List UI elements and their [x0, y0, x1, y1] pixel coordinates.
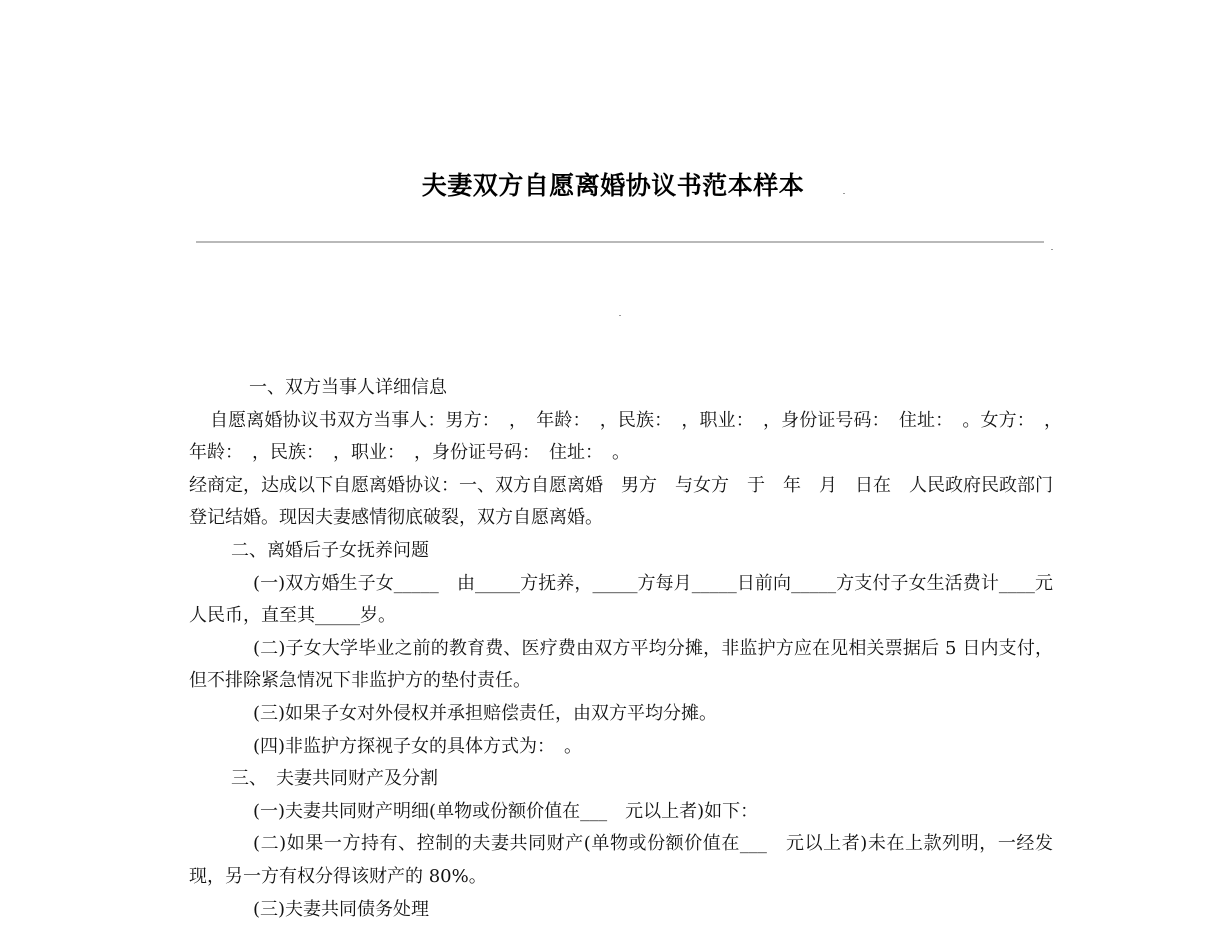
body-paragraph: (四)非监护方探视子女的具体方式为： 。 [189, 731, 1053, 764]
body-paragraph: 自愿离婚协议书双方当事人：男方： ， 年龄： ，民族： ，职业： ，身份证号码： 住址： 。女方： ， 年龄： ，民族： ，职业： ，身份证号码： 住址： 。 [189, 405, 1053, 470]
body-paragraph: (一)双方婚生子女_____ 由_____方抚养，_____方每月_____日前向_____方支付子女生活费计____元人民币，直至其_____岁。 [189, 568, 1053, 633]
document-body [189, 372, 1053, 926]
body-paragraph: (一)夫妻共同财产明细(单物或份额价值在___ 元以上者)如下： [189, 796, 1053, 829]
scan-speck [843, 193, 845, 194]
section-heading: 二、离婚后子女抚养问题 [189, 535, 1053, 568]
body-paragraph: (二)如果一方持有、控制的夫妻共同财产(单物或份额价值在___ 元以上者)未在上款列明，一经发现，另一方有权分得该财产的 80%。 [189, 828, 1053, 893]
section-heading: 一、双方当事人详细信息 [189, 372, 1053, 405]
scan-speck [619, 315, 621, 316]
document-title: 夫妻双方自愿离婚协议书范本样本 [0, 166, 1226, 202]
title-divider [196, 241, 1044, 243]
section-heading: 三、 夫妻共同财产及分割 [189, 763, 1053, 796]
body-paragraph: 经商定，达成以下自愿离婚协议：一、双方自愿离婚 男方 与女方 于 年 月 日在 人民政府民政部门登记结婚。现因夫妻感情彻底破裂，双方自愿离婚。 [189, 470, 1053, 535]
body-paragraph: (三)夫妻共同债务处理 [189, 894, 1053, 926]
scan-speck [1051, 249, 1053, 250]
body-paragraph: (三)如果子女对外侵权并承担赔偿责任，由双方平均分摊。 [189, 698, 1053, 731]
body-paragraph: (二)子女大学毕业之前的教育费、医疗费由双方平均分摊，非监护方应在见相关票据后 5 日内支付，但不排除紧急情况下非监护方的垫付责任。 [189, 633, 1053, 698]
